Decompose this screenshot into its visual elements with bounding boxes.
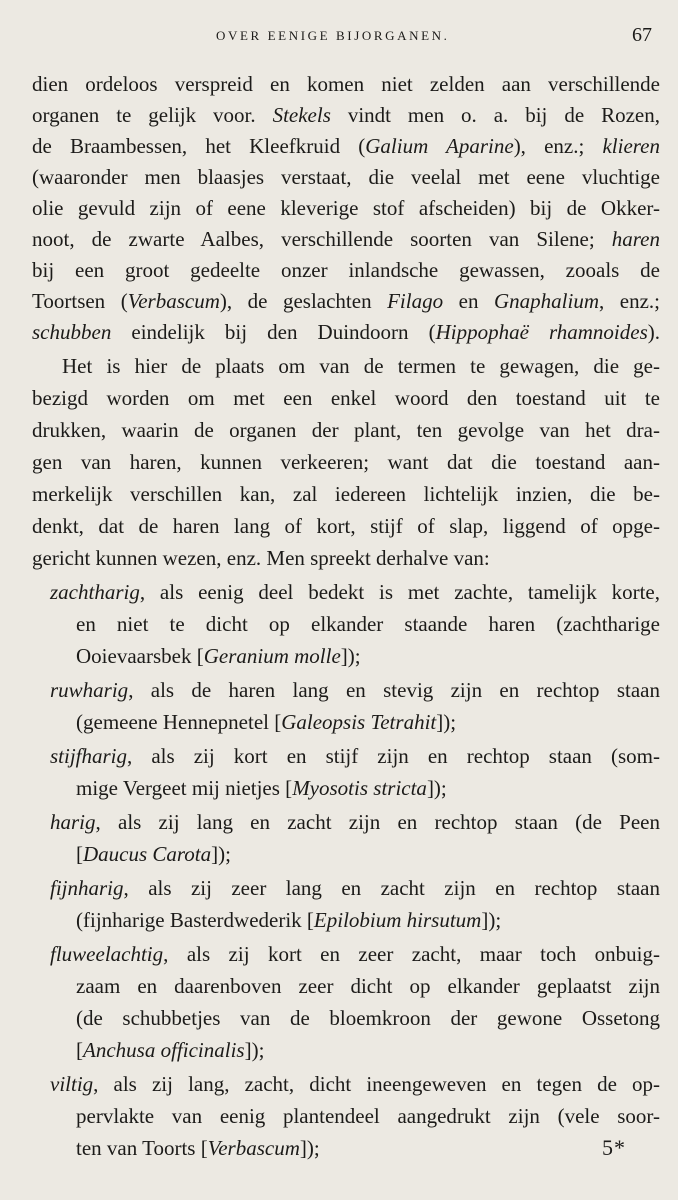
text-line: schubben eindelijk bij den Duindoorn (Hippophaë rhamnoides).	[32, 320, 660, 344]
text-line: fijnharig, als zij zeer lang en zacht zijn en rechtop staan	[50, 876, 660, 900]
text-line: merkelijk verschillen kan, zal iedereen lichtelijk inzien, die be-	[32, 482, 660, 506]
text-line: (waaronder men blaasjes verstaat, die veelal met eene vluchtige	[32, 165, 660, 189]
text-line: harig, als zij lang en zacht zijn en rechtop staan (de Peen	[50, 810, 660, 834]
text-line: [Anchusa officinalis]);	[76, 1038, 265, 1062]
text-line: bezigd worden om met een enkel woord den toestand uit te	[32, 386, 660, 410]
text-line: denkt, dat de haren lang of kort, stijf of slap, liggend of opge-	[32, 514, 660, 538]
text-line: pervlakte van eenig plantendeel aangedrukt zijn (vele soor-	[76, 1104, 660, 1128]
text-line: (gemeene Hennepnetel [Galeopsis Tetrahit]);	[76, 710, 457, 734]
text-line: [Daucus Carota]);	[76, 842, 231, 866]
text-line: gen van haren, kunnen verkeeren; want dat die toestand aan-	[32, 450, 660, 474]
text-line: en niet te dicht op elkander staande haren (zachtharige	[76, 612, 660, 636]
running-title: OVER EENIGE BIJORGANEN.	[216, 28, 450, 43]
text-line: drukken, waarin de organen der plant, ten gevolge van het dra-	[32, 418, 660, 442]
text-line: Het is hier de plaats om van de termen te gewagen, die ge-	[62, 354, 660, 378]
text-line: gericht kunnen wezen, enz. Men spreekt derhalve van:	[32, 546, 490, 570]
text-line: de Braambessen, het Kleefkruid (Galium Aparine), enz.; klieren	[32, 134, 660, 158]
text-line: bij een groot gedeelte onzer inlandsche gewassen, zooals de	[32, 258, 660, 282]
page-number: 67	[632, 24, 652, 46]
text-line: (de schubbetjes van de bloemkroon der gewone Ossetong	[76, 1006, 660, 1030]
text-line: zachtharig, als eenig deel bedekt is met zachte, tamelijk korte,	[50, 580, 660, 604]
text-line: mige Vergeet mij nietjes [Myosotis stricta]);	[76, 776, 447, 800]
text-line: Ooievaarsbek [Geranium molle]);	[76, 644, 361, 668]
text-line: (fijnharige Basterdwederik [Epilobium hirsutum]);	[76, 908, 502, 932]
text-line: ten van Toorts [Verbascum]);	[76, 1136, 320, 1160]
text-line: stijfharig, als zij kort en stijf zijn en rechtop staan (som-	[50, 744, 660, 768]
text-line: zaam en daarenboven zeer dicht op elkander geplaatst zijn	[76, 974, 660, 998]
text-line: dien ordeloos verspreid en komen niet zelden aan verschillende	[32, 72, 660, 96]
text-line: Toortsen (Verbascum), de geslachten Filago en Gnaphalium, enz.;	[32, 289, 660, 313]
signature-mark: 5*	[602, 1135, 626, 1160]
text-line: fluweelachtig, als zij kort en zeer zacht, maar toch onbuig-	[50, 942, 660, 966]
text-line: organen te gelijk voor. Stekels vindt men o. a. bij de Rozen,	[32, 103, 660, 127]
text-line: noot, de zwarte Aalbes, verschillende soorten van Silene; haren	[32, 227, 660, 251]
text-line: viltig, als zij lang, zacht, dicht ineengeweven en tegen de op-	[50, 1072, 660, 1096]
text-line: olie gevuld zijn of eene kleverige stof afscheiden) bij de Okker-	[32, 196, 660, 220]
text-line: ruwharig, als de haren lang en stevig zijn en rechtop staan	[50, 678, 660, 702]
